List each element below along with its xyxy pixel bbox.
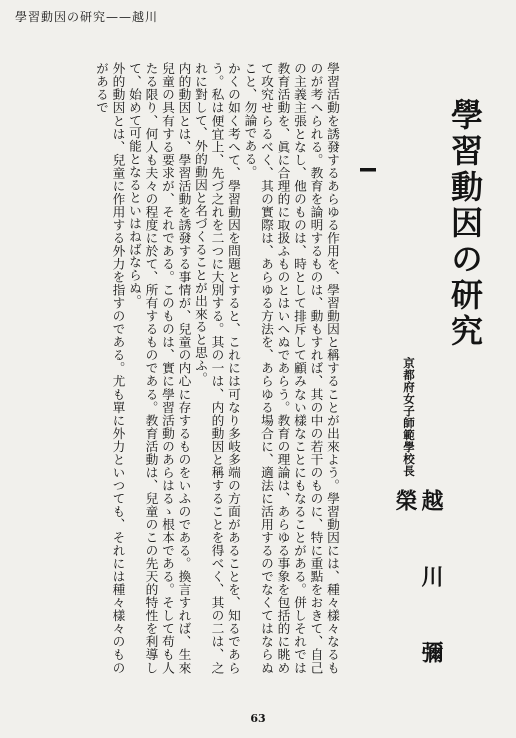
paragraph: 外的動因とは、兒童に作用する外力を指すのである。尤も單に外力といつても、それには種々樣々のものがあるで <box>94 62 126 674</box>
paragraph: 學習活動を誘發するあらゆる作用を、學習動因と稱することが出來よう。學習動因には、種々樣々なるものが考へられる。教育を論明するものは、動もすれば、其の中の若干のものに、特に重點をおきて、自己の主義主張となし、他のものは、時として排斥して顧みない樣なことにもなることがある。併しそれでは教育活動を、眞に合理的に取扱ふものとはいへぬであらう。教育の理論は、あらゆる事象を包括的に眺めて攻究せらるべく、其の實際は、あらゆる方法を、あらゆる場合に、適法に活用するのでなくてはならぬこと、勿論である。 <box>242 62 340 674</box>
running-head: 學習動因の研究——越川 <box>15 10 159 24</box>
paragraph: かくの如く考へて、學習動因を問題とすると、これには可なり多岐多端の方面があることを、知るであらう。私は便宜上、先づ之れを二つに大別する。其の一は、内的動因と稱することを得べく、其の二は、之れに對して、外的動因と名づくることが出來ると思ふ。 <box>193 62 241 674</box>
page-number: 63 <box>250 712 266 725</box>
paragraph: 内的動因とは、學習活動を誘發する事情が、兒童の内心に存するものをいふのである。換言すれば、生來兒童の具有する要求が、それである。このものは、實に學習活動のあらはるゝ根本である。そして苟も人たる限り、何人も夫々の程度に於て、所有するものである。教育活動は、兒童のこの先天的特性を利導して、始めて可能となるといはねばならぬ。 <box>127 62 192 674</box>
section-number-mark <box>358 158 378 182</box>
author-affiliation: 京都府女子師範學校長 <box>402 357 416 477</box>
article-title: 學習動因の研究 <box>446 98 484 350</box>
author-name: 越 川 彌 榮 <box>392 489 444 677</box>
body-text <box>93 62 341 674</box>
